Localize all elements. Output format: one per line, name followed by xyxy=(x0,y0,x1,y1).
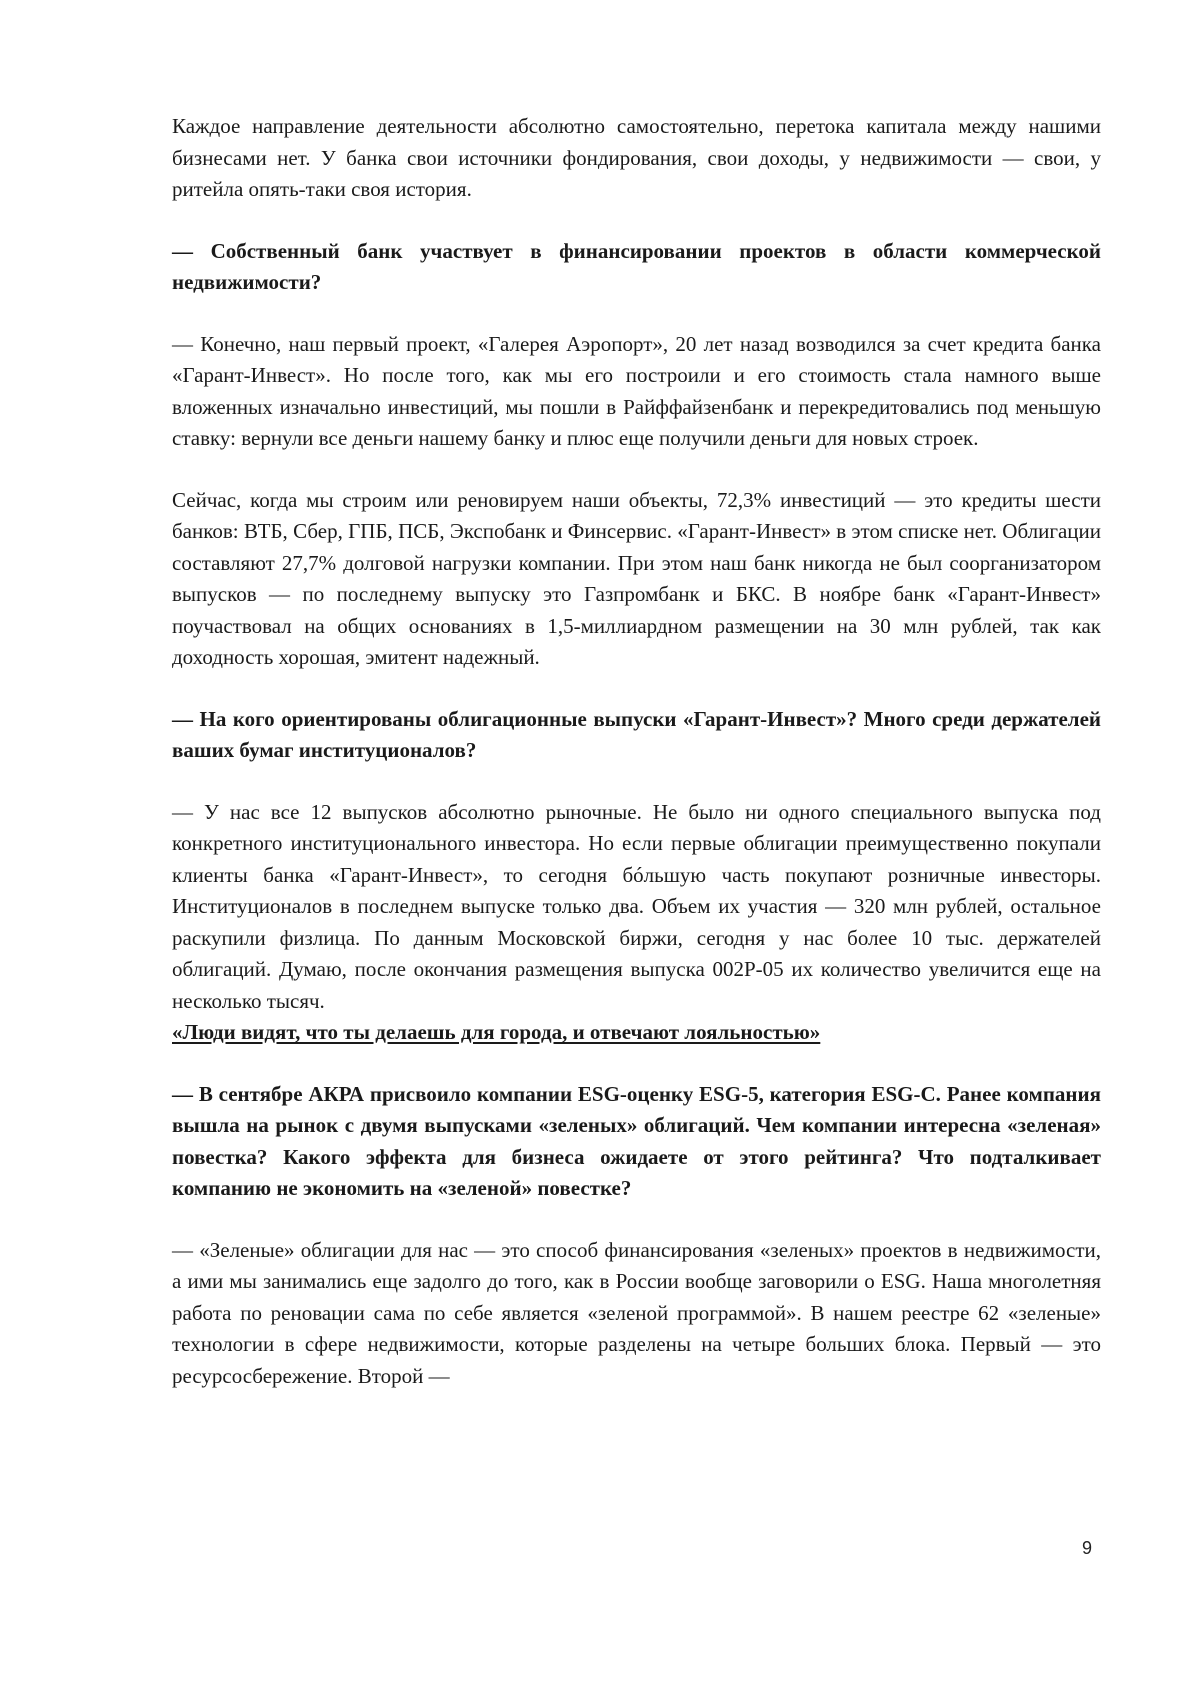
answer-green-bonds: — «Зеленые» облигации для нас — это способ финансирования «зеленых» проектов в недвижимости, а ими мы занимались еще задолго до того, как в России вообще заговорили о ESG. Наша многолетняя работа по реновации сама по себе является «зеленой программой». В нашем реестре 62 «зеленые» технологии в сфере недвижимости, которые разделены на четыре больших блока. Первый — это ресурсосбережение. Второй — xyxy=(172,1237,1101,1388)
document-body xyxy=(172,111,1101,1392)
question-bank-financing: — Собственный банк участвует в финансировании проектов в области коммерческой недвижимости? xyxy=(172,238,1101,294)
paragraph-business-independence: Каждое направление деятельности абсолютно самостоятельно, перетока капитала между нашими бизнесами нет. У банка свои источники фондирования, свои доходы, у недвижимости — свои, у ритейла опять-таки своя история. xyxy=(172,114,1101,201)
question-esg-rating: — В сентябре АКРА присвоило компании ESG-оценку ESG-5, категория ESG-С. Ранее компания вышла на рынок с двумя выпусками «зеленых» облигаций. Чем компании интересна «зеленая» повестка? Какого эффекта для бизнеса ожидаете от этого рейтинга? Что подталкивает компанию не экономить на «зеленой» повестке? xyxy=(172,1081,1101,1200)
paragraph-bank-loans: Сейчас, когда мы строим или реновируем наши объекты, 72,3% инвестиций — это кредиты шести банков: ВТБ, Сбер, ГПБ, ПСБ, Экспобанк и Финсервис. «Гарант-Инвест» в этом списке нет. Облигации составляют 27,7% долговой нагрузки компании. При этом наш банк никогда не был соорганизатором выпусков — по последнему выпуску это Газпромбанк и БКС. В ноябре банк «Гарант-Инвест» поучаствовал на общих основаниях в 1,5-миллиардном размещении на 30 млн рублей, так как доходность хорошая, эмитент надежный. xyxy=(172,487,1101,669)
answer-first-project: — Конечно, наш первый проект, «Галерея Аэропорт», 20 лет назад возводился за счет кредита банка «Гарант-Инвест». Но после того, как мы его построили и его стоимость стала намного выше вложенных изначально инвестиций, мы пошли в Райффайзенбанк и перекредитовались под меньшую ставку: вернули все деньги нашему банку и плюс еще получили деньги для новых строек. xyxy=(172,331,1101,450)
page-number: 9 xyxy=(1082,1538,1093,1558)
answer-bond-issues: — У нас все 12 выпусков абсолютно рыночные. Не было ни одного специального выпуска под конкретного институционального инвестора. Но если первые облигации преимущественно покупали клиенты банка «Гарант-Инвест», то сегодня бóльшую часть покупают розничные инвесторы. Институционалов в последнем выпуске только два. Объем их участия — 320 млн рублей, остальное раскупили физлица. По данным Московской биржи, сегодня у нас более 10 тыс. держателей облигаций. Думаю, после окончания размещения выпуска 002Р-05 их количество увеличится еще на несколько тысяч. xyxy=(172,799,1101,1013)
question-bond-investors: — На кого ориентированы облигационные выпуски «Гарант-Инвест»? Много среди держателей ваших бумаг институционалов? xyxy=(172,706,1101,762)
section-title: «Люди видят, что ты делаешь для города, и отвечают лояльностью» xyxy=(172,1020,821,1044)
